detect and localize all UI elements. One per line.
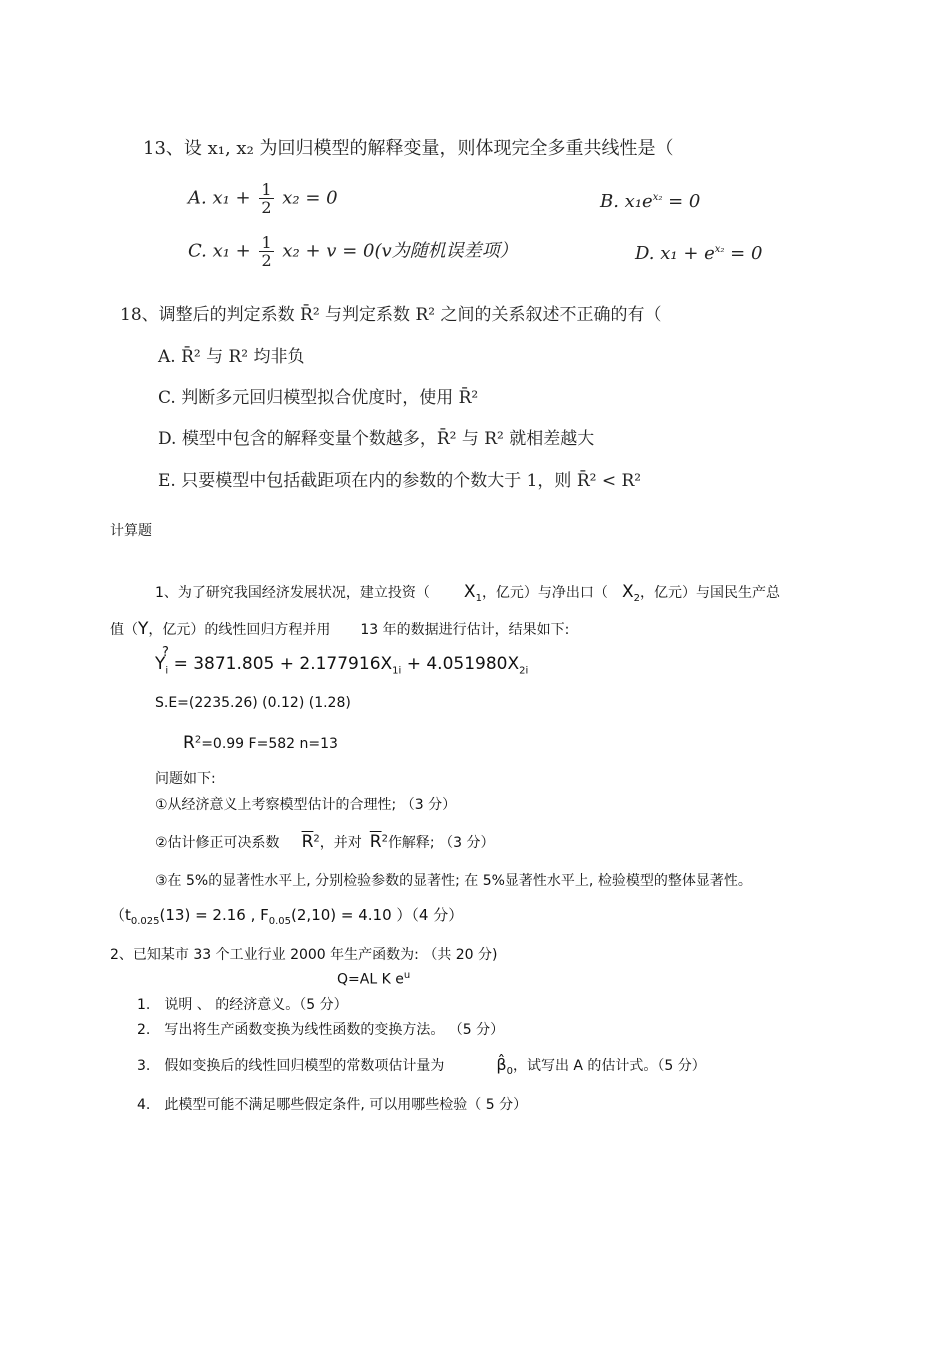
p2-item4-text: 此模型可能不满足哪些假定条件, 可以用哪些检验（ 5 分）	[164, 1097, 528, 1113]
p2-line1: 2、已知某市 33 个工业行业 2000 年生产函数为: （共 20 分)	[110, 947, 498, 963]
p2-item-1	[137, 994, 348, 1014]
q13-stem: 13、设 x₁, x₂ 为回归模型的解释变量，则体现完全多重共线性是（	[143, 138, 674, 159]
p2-item2-num: 2.	[137, 1022, 151, 1038]
p2-item-3	[137, 1055, 706, 1077]
q13-option-d-tail: = 0	[724, 243, 763, 264]
p2-item1-text: 说明 、 的经济意义。（5 分）	[164, 997, 348, 1013]
p1-line1-b: ，亿元）与净出口（	[481, 585, 608, 601]
p1-line2-b: ，亿元）的线性回归方程并用	[148, 622, 331, 638]
p1-q3b-c: (2,10) = 4.10 ）（4 分）	[291, 906, 464, 924]
p2-item3-a: 假如变换后的线性回归模型的常数项估计量为	[164, 1058, 445, 1074]
p2-item3-sub: 0	[506, 1065, 513, 1077]
q18-stem: 18、调整后的判定系数 R̄² 与判定系数 R² 之间的关系叙述不正确的有（	[120, 305, 662, 325]
p1-r2-line	[183, 733, 338, 753]
p1-question-3-critical-values	[110, 904, 463, 927]
p1-eq-y-sub: i	[165, 665, 169, 677]
p1-equation	[155, 645, 529, 677]
p2-item3-b: ，试写出 A 的估计式。（5 分）	[512, 1058, 706, 1074]
p1-q3b-sub1: 0.025	[130, 916, 160, 927]
p1-eq-sub1: 1i	[392, 665, 402, 677]
p2-formula-text: Q=AL K e	[337, 971, 404, 988]
p2-item3-beta: β̂	[496, 1055, 507, 1074]
q13-option-b-text: B. x₁e	[600, 191, 653, 212]
p2-item1-num: 1.	[137, 997, 151, 1013]
p1-eq-mid: + 4.051980X	[401, 654, 520, 674]
p1-q2-rbar-2: $\overline{R}$	[369, 832, 382, 852]
p1-x1-sub: 1	[475, 592, 482, 604]
q13-option-a-suffix: x₂ = 0	[282, 187, 338, 209]
q13-option-c-prefix: C. x₁ +	[188, 240, 251, 262]
p1-eq-sub2: 2i	[519, 665, 529, 677]
q13-option-a-prefix: A. x₁ +	[188, 187, 251, 209]
p1-x2-sub: 2	[633, 592, 640, 604]
q18-option-e: E. 只要模型中包括截距项在内的参数的个数大于 1，则 R̄² < R²	[158, 471, 642, 491]
q13-option-c	[188, 234, 518, 269]
p1-q3b-b: (13) = 2.16 , F	[159, 906, 269, 924]
q13-option-a-fraction	[259, 181, 273, 216]
q18-option-d: D. 模型中包含的解释变量个数越多，R̄² 与 R² 就相差越大	[158, 429, 595, 449]
frac-numerator: 1	[261, 180, 272, 199]
p1-q2-rbar: $\overline{R}$	[301, 832, 314, 852]
p1-eq-y	[155, 645, 169, 674]
section-title: 计算题	[110, 523, 152, 539]
p1-line2-a: 值（	[110, 622, 138, 638]
p1-question-3: ③在 5%的显著性水平上, 分别检验参数的显著性; 在 5%显著性水平上, 检验模型的整体显著性。	[155, 873, 752, 889]
p1-q2-rbar-2-sup: 2	[381, 833, 388, 845]
p1-q2-rbar-sup: 2	[313, 833, 320, 845]
q13-option-d-exponent: x₂	[714, 244, 725, 255]
p1-r2-rest: =0.99 F=582 n=13	[201, 736, 338, 752]
q13-option-b	[600, 191, 700, 212]
p2-item2-text: 写出将生产函数变换为线性函数的变换方法。 （5 分）	[164, 1022, 505, 1038]
p1-x1: X	[463, 582, 476, 602]
p1-eq-y-hat: ?	[162, 645, 169, 660]
p2-item4-num: 4.	[137, 1097, 151, 1113]
q13-option-d	[635, 243, 762, 264]
q13-option-a	[188, 181, 338, 216]
p1-question-1: ①从经济意义上考察模型估计的合理性; （3 分）	[155, 797, 457, 813]
p1-q3b-a: （t	[110, 906, 131, 924]
p1-questions-intro: 问题如下:	[155, 771, 216, 787]
q13-option-c-suffix: x₂ + v = 0(v为随机误差项）	[282, 240, 518, 262]
p1-r2-r: R	[183, 733, 195, 753]
p1-q2-a: ②估计修正可决系数	[155, 835, 280, 851]
p2-formula	[337, 970, 410, 988]
q13-option-b-tail: = 0	[662, 191, 701, 212]
p1-eq-body: = 3871.805 + 2.177916X	[173, 654, 393, 674]
p2-formula-sup: u	[403, 970, 411, 981]
p2-item-4	[137, 1094, 527, 1114]
p2-item3-num: 3.	[137, 1058, 151, 1074]
p2-item-2	[137, 1019, 504, 1039]
p1-r2-sup: 2	[194, 734, 202, 746]
p1-line1	[155, 582, 780, 604]
frac-denominator: 2	[261, 198, 272, 217]
q18-option-a: A. R̄² 与 R² 均非负	[158, 347, 305, 367]
frac-numerator: 1	[261, 233, 272, 252]
q13-option-d-text: D. x₁ + e	[635, 243, 715, 264]
p1-standard-errors: S.E=(2235.26) (0.12) (1.28)	[155, 695, 351, 711]
frac-denominator: 2	[261, 251, 272, 270]
p1-line2-c: 13 年的数据进行估计，结果如下:	[360, 622, 570, 638]
p1-y: Y	[138, 619, 149, 639]
p1-q2-c: 作解释; （3 分）	[387, 835, 495, 851]
p1-eq-y-letter: Y	[155, 654, 166, 674]
p1-line2	[110, 619, 569, 639]
p1-line1-a: 1、为了研究我国经济发展状况，建立投资（	[155, 585, 430, 601]
q13-option-b-exponent: x₂	[652, 192, 663, 203]
p1-q2-b: ，并对	[319, 835, 362, 851]
q13-option-c-fraction	[259, 234, 273, 269]
p1-q3b-sub2: 0.05	[268, 916, 292, 927]
q18-option-c: C. 判断多元回归模型拟合优度时，使用 R̄²	[158, 388, 479, 408]
p1-x2: X	[621, 582, 634, 602]
p1-line1-c: ，亿元）与国民生产总	[639, 585, 780, 601]
p1-question-2	[155, 832, 494, 852]
